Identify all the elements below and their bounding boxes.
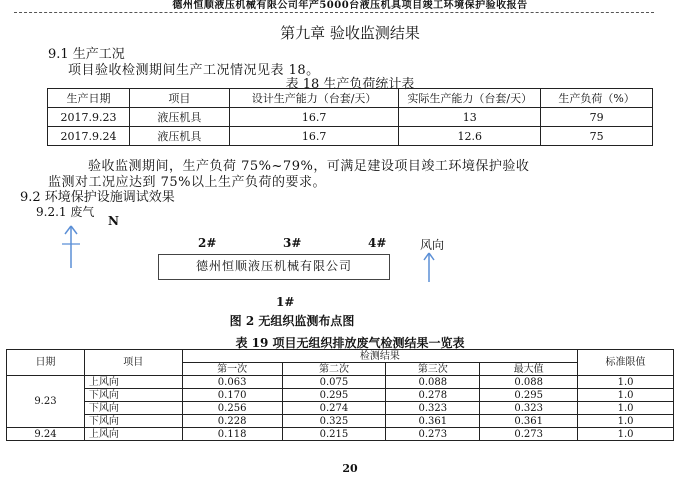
table-cell: 0.274 <box>282 402 386 415</box>
table-cell: 0.118 <box>182 428 282 441</box>
header-divider <box>14 12 654 13</box>
table-cell: 16.7 <box>229 108 399 127</box>
figure-caption: 图 2 无组织监测布点图 <box>229 314 355 328</box>
table-cell: 1.0 <box>578 428 674 441</box>
table-row <box>7 376 674 389</box>
table-cell: 0.325 <box>282 415 386 428</box>
table-cell: 0.170 <box>182 389 282 402</box>
column-header: 生产负荷（%） <box>541 89 653 108</box>
table-cell: 1.0 <box>578 402 674 415</box>
table-cell: 0.273 <box>386 428 480 441</box>
monitor-point-1: 1# <box>276 295 295 309</box>
date-cell: 9.24 <box>7 428 85 441</box>
table-row <box>7 428 674 441</box>
table-cell: 0.215 <box>282 428 386 441</box>
table-cell: 2017.9.24 <box>48 127 130 146</box>
north-arrow-icon <box>60 222 82 270</box>
column-header: 项目 <box>129 89 229 108</box>
chapter-title: 第九章 验收监测结果 <box>280 24 420 42</box>
table-cell: 上风向 <box>84 428 182 441</box>
table-cell: 0.295 <box>480 389 578 402</box>
table-cell: 13 <box>399 108 541 127</box>
column-header: 最大值 <box>480 363 578 376</box>
wind-arrow-icon <box>420 250 438 284</box>
paragraph-line-2: 监测对工况应达到 75%以上生产负荷的要求。 <box>48 175 327 190</box>
section-9-1-text: 项目验收检测期间生产工况情况见表 18。 <box>68 63 320 78</box>
table-row <box>7 402 674 415</box>
table-cell: 75 <box>541 127 653 146</box>
table-cell: 2017.9.23 <box>48 108 130 127</box>
table-cell: 液压机具 <box>129 108 229 127</box>
table-cell: 0.323 <box>386 402 480 415</box>
table-cell: 1.0 <box>578 376 674 389</box>
section-9-2-1-heading: 9.2.1 废气 <box>36 205 95 219</box>
column-header: 第一次 <box>182 363 282 376</box>
table-19-title: 表 19 项目无组织排放废气检测结果一览表 <box>235 336 465 350</box>
monitor-point-3: 3# <box>283 236 302 250</box>
table-row <box>48 127 653 146</box>
table-cell: 0.323 <box>480 402 578 415</box>
table-row <box>7 415 674 428</box>
table-row <box>7 389 674 402</box>
table-cell: 0.088 <box>480 376 578 389</box>
table-cell: 1.0 <box>578 389 674 402</box>
table-cell: 下风向 <box>84 402 182 415</box>
table-cell: 79 <box>541 108 653 127</box>
table-cell: 0.228 <box>182 415 282 428</box>
table-cell: 12.6 <box>399 127 541 146</box>
column-header: 项目 <box>84 350 182 376</box>
exhaust-gas-results-table <box>6 349 674 441</box>
table-cell: 0.063 <box>182 376 282 389</box>
page-header: 德州恒顺液压机械有限公司年产5000台液压机具项目竣工环境保护验收报告 <box>172 0 528 11</box>
monitor-point-4: 4# <box>368 236 387 250</box>
section-9-2-heading: 9.2 环境保护设施调试效果 <box>20 190 175 205</box>
wind-direction-label: 风向 <box>420 238 445 252</box>
table-cell: 下风向 <box>84 415 182 428</box>
column-header: 日期 <box>7 350 85 376</box>
table-cell: 0.256 <box>182 402 282 415</box>
table-cell: 0.273 <box>480 428 578 441</box>
table-header-row <box>48 89 653 108</box>
company-site-box: 德州恒顺液压机械有限公司 <box>158 254 390 280</box>
north-label: N <box>108 214 119 228</box>
date-cell: 9.23 <box>7 376 85 428</box>
page-number: 20 <box>342 462 358 475</box>
column-header: 设计生产能力（台套/天） <box>229 89 399 108</box>
table-cell: 0.075 <box>282 376 386 389</box>
table-cell: 0.361 <box>480 415 578 428</box>
table-cell: 下风向 <box>84 389 182 402</box>
column-header: 实际生产能力（台套/天） <box>399 89 541 108</box>
table-cell: 液压机具 <box>129 127 229 146</box>
table-cell: 0.088 <box>386 376 480 389</box>
column-header: 第三次 <box>386 363 480 376</box>
table-cell: 0.278 <box>386 389 480 402</box>
paragraph-line-1: 验收监测期间，生产负荷 75%~79%，可满足建设项目竣工环境保护验收 <box>88 159 530 174</box>
column-header: 生产日期 <box>48 89 130 108</box>
column-header: 检测结果 <box>182 350 577 363</box>
table-18-title: 表 18 生产负荷统计表 <box>285 77 415 92</box>
table-row <box>48 108 653 127</box>
column-header: 标准限值 <box>578 350 674 376</box>
table-cell: 上风向 <box>84 376 182 389</box>
table-cell: 1.0 <box>578 415 674 428</box>
table-cell: 0.295 <box>282 389 386 402</box>
monitor-point-2: 2# <box>198 236 217 250</box>
production-load-table <box>47 88 653 146</box>
table-header-row <box>7 350 674 363</box>
table-cell: 16.7 <box>229 127 399 146</box>
section-9-1-heading: 9.1 生产工况 <box>48 47 125 62</box>
column-header: 第二次 <box>282 363 386 376</box>
table-cell: 0.361 <box>386 415 480 428</box>
